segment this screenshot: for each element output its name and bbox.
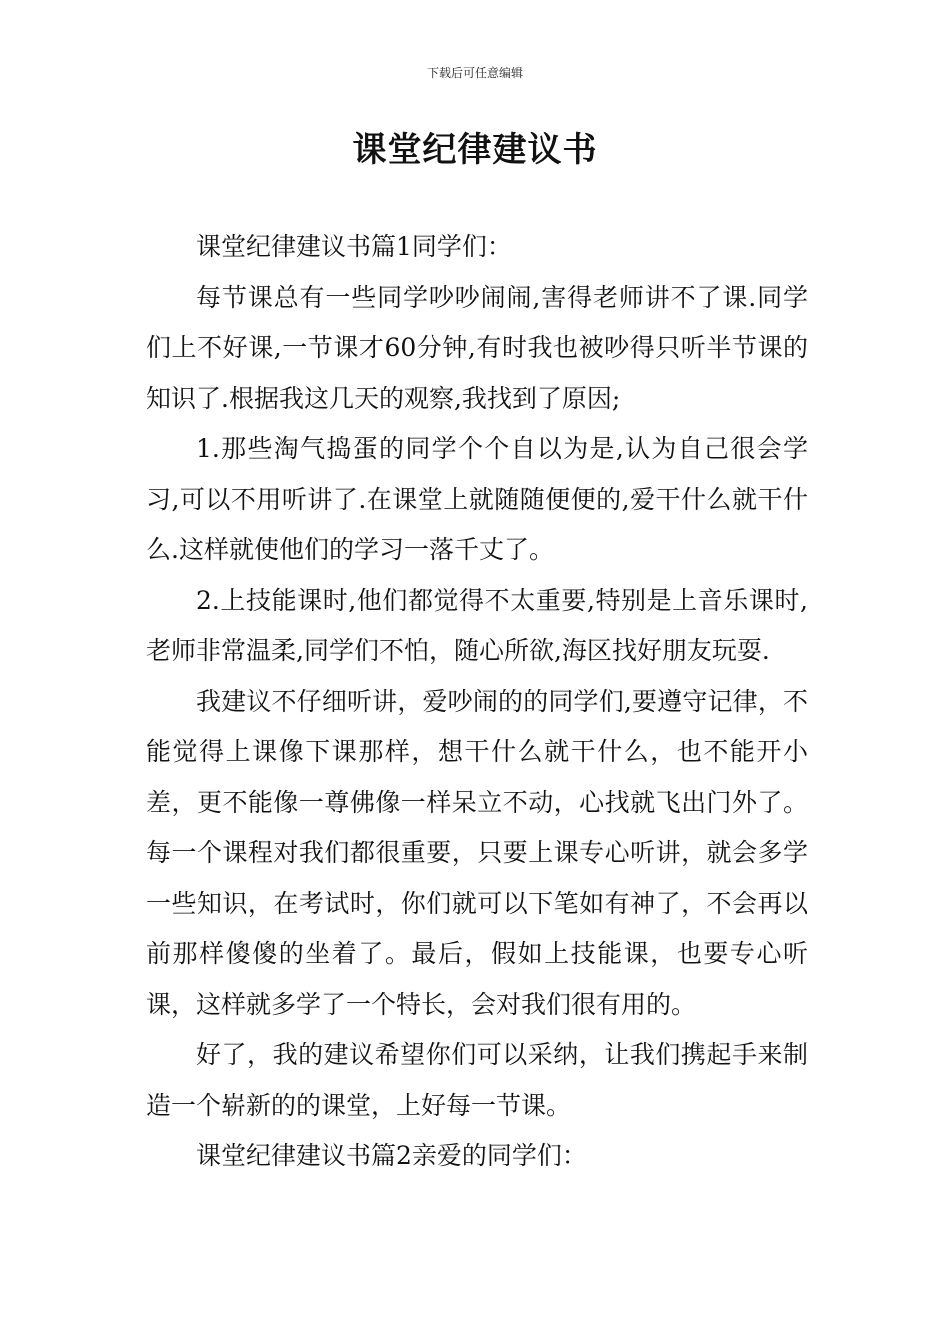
paragraph-greeting-2: 课堂纪律建议书篇2亲爱的同学们：: [196, 1141, 587, 1170]
paragraph-problem: 每节课总有一些同学吵吵闹闹,害得老师讲不了课.同学们上不好课,一节课才60分钟,有时我也被吵得只听半节课的知识了.根据我这几天的观察,我找到了原因;: [146, 282, 808, 413]
document-body: [146, 222, 808, 1182]
paragraph-reason-1: 1.那些淘气捣蛋的同学个个自以为是,认为自己很会学习,可以不用听讲了.在课堂上就随随便便的,爱干什么就干什么.这样就使他们的学习一落千丈了。: [146, 434, 808, 564]
paragraph-suggestion: 我建议不仔细听讲，爱吵闹的的同学们,要遵守记律，不能觉得上课像下课那样，想干什么就干什么，也不能开小差，更不能像一尊佛像一样呆立不动，心找就飞出门外了。每一个课程对我们都很重要，只要上课专心听讲，就会多学一些知识，在考试时，你们就可以下笔如有神了，不会再以前那样傻傻的坐着了。最后，假如上技能课，也要专心听课，这样就多学了一个特长，会对我们很有用的。: [146, 686, 808, 1019]
paragraph-closing: 好了，我的建议希望你们可以采纳，让我们携起手来制造一个崭新的的课堂，上好每一节课。: [146, 1040, 808, 1120]
header-note: 下载后可任意编辑: [426, 66, 523, 80]
paragraph-greeting-1: 课堂纪律建议书篇1同学们：: [196, 232, 512, 261]
paragraph-reason-2: 2.上技能课时,他们都觉得不太重要,特别是上音乐课时,老师非常温柔,同学们不怕，随心所欲,海区找好朋友玩耍.: [146, 585, 808, 665]
document-title: 课堂纪律建议书: [352, 130, 598, 170]
